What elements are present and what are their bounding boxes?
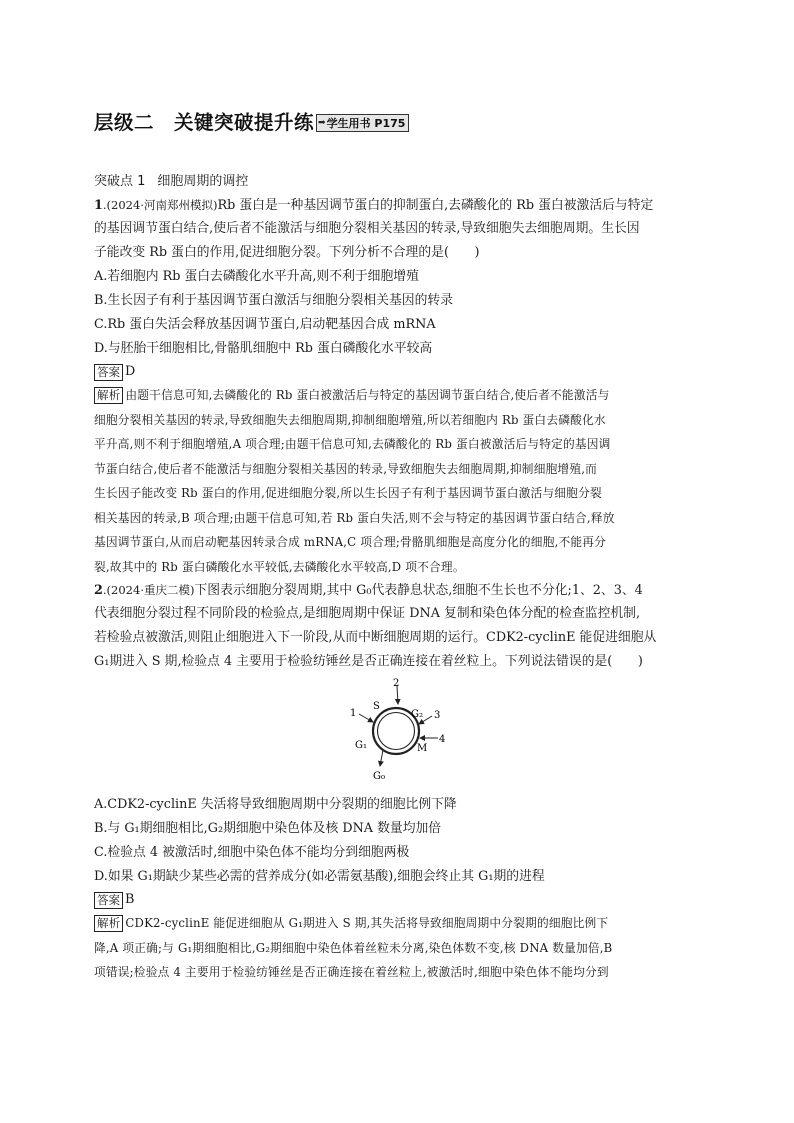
cell-cycle-figure (340, 676, 460, 786)
option-a: A.若细胞内 Rb 蛋白去磷酸化水平升高,则不利于细胞增殖 (94, 269, 419, 284)
question-stem-line: 若检验点被激活,则阻止细胞进入下一阶段,从而中断细胞周期的运行。CDK2-cyclinE 能促进细胞从 (94, 630, 657, 645)
answer-value: D (125, 364, 136, 379)
explanation-tag: 解析 (94, 387, 123, 404)
option-d: D.与胚胎干细胞相比,骨骼肌细胞中 Rb 蛋白磷酸化水平较高 (94, 341, 433, 356)
question-stem-line: 子能改变 Rb 蛋白的作用,促进细胞分裂。下列分析不合理的是( ) (94, 245, 480, 260)
question-number: 2 (94, 583, 103, 598)
g0-exit-arrow (380, 750, 383, 766)
option-d: D.如果 G₁期缺少某些必需的营养成分(如必需氨基酸),细胞会终止其 G₁期的进程 (94, 869, 545, 884)
question-source: .(2024·重庆二模) (102, 583, 195, 597)
question-number: 1 (94, 198, 103, 213)
cell-cycle-inner-ring (378, 713, 415, 750)
phase-m-label: M (417, 743, 428, 754)
checkpoint-4-label: 4 (439, 734, 446, 745)
answer-row (94, 889, 698, 911)
section-title: 细胞周期的调控 (157, 174, 249, 189)
answer-value: B (125, 892, 135, 907)
option-b: B.与 G₁期细胞相比,G₂期细胞中染色体及核 DNA 数量均加倍 (94, 821, 442, 836)
option-c: C.Rb 蛋白失活会释放基因调节蛋白,启动靶基因合成 mRNA (94, 317, 436, 332)
checkpoint-1-label: 1 (350, 708, 357, 719)
option-c: C.检验点 4 被激活时,细胞中染色体不能均分到细胞两极 (94, 845, 410, 860)
phase-g1-label: G₁ (355, 740, 367, 751)
page-header (94, 104, 409, 138)
answer-tag: 答案 (94, 892, 123, 909)
explanation-tag: 解析 (94, 915, 123, 932)
explanation: 解析 由题干信息可知,去磷酸化的 Rb 蛋白被激活后与特定的基因调节蛋白结合,使后者不能激活与 细胞分裂相关基因的转录,导致细胞失去细胞周期,抑制细胞增殖,所以若细胞内 Rb 蛋白去磷酸化水 平升高,则不利于细胞增殖,A 项合理;由题干信息可知,去磷酸化的 Rb 蛋白被激活后与特定的基因调 节蛋白结合,使后者不能激活与细胞分裂相关基因的转录,导致细胞失去细胞周期,抑制细胞增殖,而 生长因子能改变 Rb 蛋白的作用,促进细胞分裂,所以生长因子有利于基因调节蛋白激活与细胞分裂 相关基因的转录,B 项合理;由题干信息可知,若 Rb 蛋白失活,则不会与特定的基因调节蛋白结合,释放 基因调节蛋白,从而启动靶基因转录合成 mRNA,C 项合理;骨骼肌细胞是高度分化的细胞,不能再分 裂,故其中的 Rb 蛋白磷酸化水平较低,去磷酸化水平较高,D 项不合理。 (94, 388, 615, 574)
checkpoint-1-arrow (359, 714, 373, 722)
phase-g0-label: G₀ (373, 771, 385, 782)
option-a: A.CDK2-cyclinE 失活将导致细胞周期中分裂期的细胞比例下降 (94, 797, 457, 812)
answer-row (94, 361, 698, 383)
answer-tag: 答案 (94, 364, 123, 381)
question-stem-line: G₁期进入 S 期,检验点 4 主要用于检验纺锤丝是否正确连接在着丝粒上。下列说法错误的是( ) (94, 654, 643, 669)
option-b: B.生长因子有利于基因调节蛋白激活与细胞分裂相关基因的转录 (94, 293, 453, 308)
textbook-reference-label: 学生用书 P175 (326, 117, 406, 130)
question-source: .(2024·河南郑州模拟) (102, 198, 218, 212)
phase-s-label: S (373, 701, 380, 712)
phase-g2-label: G₂ (411, 709, 423, 720)
question-stem-line: 代表细胞分裂过程不同阶段的检验点,是细胞周期中保证 DNA 复制和染色体分配的检查监控机制, (94, 606, 641, 621)
arrow-right-icon: ➡ (318, 118, 326, 128)
explanation: 解析 CDK2-cyclinE 能促进细胞从 G₁期进入 S 期,其失活将导致细胞周期中分裂期的细胞比例下 降,A 项正确;与 G₁期细胞相比,G₂期细胞中染色体着丝粒未分离,染色体数不变,核 DNA 数量加倍,B 项错误;检验点 4 主要用于检验纺锤丝是否正确连接在着丝粒上,被激活时,细胞中染色体不能均分到 (94, 916, 613, 979)
checkpoint-3-label: 3 (434, 710, 441, 721)
page-title: 层级二 关键突破提升练 (94, 111, 315, 134)
textbook-reference-badge (316, 114, 409, 132)
section-number: 突破点 1 (94, 174, 146, 189)
question-stem-line: 2.(2024·重庆二模)下图表示细胞分裂周期,其中 G₀代表静息状态,细胞不生长也不分化;1、2、3、4 (94, 583, 643, 598)
cell-cycle-diagram (340, 676, 460, 786)
question-stem-line: 1.(2024·河南郑州模拟)Rb 蛋白是一种基因调节蛋白的抑制蛋白,去磷酸化的 Rb 蛋白被激活后与特定 (94, 198, 654, 213)
question-2 (94, 578, 698, 674)
checkpoint-2-label: 2 (393, 678, 400, 689)
section-heading (94, 170, 248, 189)
question-stem-line: 的基因调节蛋白结合,使后者不能激活与细胞分裂相关基因的转录,导致细胞失去细胞周期。生长因 (94, 221, 640, 236)
question-1 (94, 193, 698, 579)
question-2-options (94, 793, 698, 985)
